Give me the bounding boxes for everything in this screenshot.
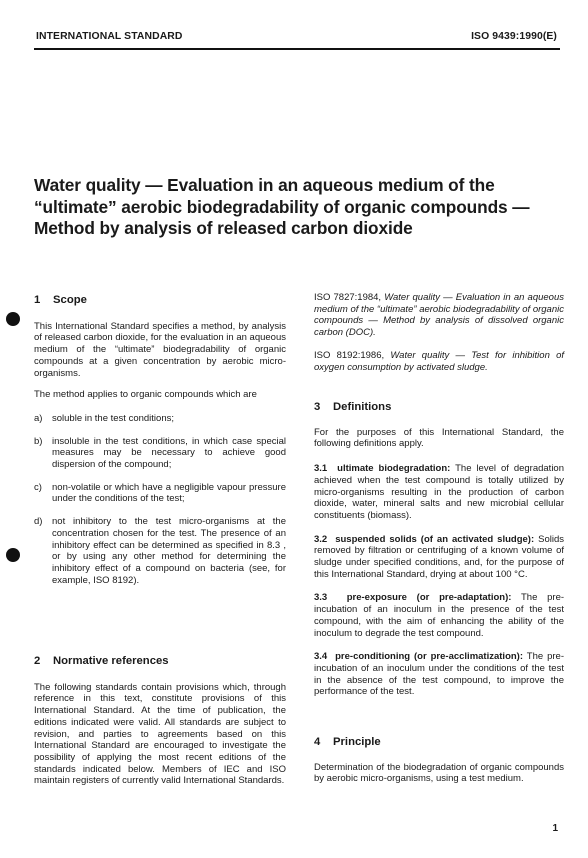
header-rule <box>34 48 560 50</box>
reference-list <box>314 292 564 373</box>
definition-entry: 3.3 pre-exposure (or pre-adaptation): The pre-incubation of an inoculum in the presence of the test compound, with the aim of enhancing the ability of the inoculum to degrade the test compound. <box>314 592 565 639</box>
title-line-1: Water quality — Evaluation in an aqueous medium of the <box>34 175 495 195</box>
margin-bullet-mark <box>6 312 20 326</box>
title-line-3: Method by analysis of released carbon dioxide <box>34 218 413 238</box>
principle-section <box>314 737 564 785</box>
header-document-number: ISO 9439:1990(E) <box>471 31 557 42</box>
definitions-section <box>314 402 564 698</box>
section-heading: 2 Normative references <box>34 655 169 667</box>
paragraph: The following standards contain provisions which, through reference in this text, constitute provisions of this International Standard. At the time of publication, the editions indicated were valid. All standards are subject to revision, and parties to agreements based on this International Standard are encouraged to investigate the possibility of applying the most recent editions of the standards indicated below. Members of IEC and ISO maintain registers of currently valid International Standards. <box>34 681 286 787</box>
margin-bullet-mark <box>6 548 20 562</box>
header-standard-type: INTERNATIONAL STANDARD <box>36 31 183 42</box>
definition-entry: 3.4 pre-conditioning (or pre-acclimatization): The pre-incubation of an inoculum under the conditions of the test in the absence of the test compound, to improve the performance of the test. <box>314 651 564 698</box>
reference-entry: ISO 7827:1984, Water quality — Evaluation in an aqueous medium of the “ultimate” aerobic biodegradability of organic compounds — Method by analysis of dissolved organic carbon (DOC). <box>314 292 564 339</box>
paragraph: Determination of the biodegradation of organic compounds by aerobic micro-organisms, using a test medium. <box>314 761 564 785</box>
paragraph: This International Standard specifies a method, by analysis of released carbon dioxide, for the evaluation in an aqueous medium of the “ultimate” biodegradability of organic compounds at a given concentration by aerobic micro-organisms. <box>34 320 286 379</box>
title-line-2: “ultimate” aerobic biodegradability of organic compounds — <box>34 196 530 217</box>
normative-references-section <box>34 656 286 787</box>
list-item: b) insoluble in the test conditions, in which case special measures may be necessary to achieve good dispersion of the compound; <box>34 435 286 471</box>
paragraph: The method applies to organic compounds which are <box>34 389 257 401</box>
page-number: 1 <box>552 823 558 834</box>
scope-section <box>34 295 286 586</box>
reference-entry: ISO 8192:1986, Water quality — Test for inhibition of oxygen consumption by activated sludge. <box>314 349 565 373</box>
section-heading: 4 Principle <box>314 736 381 748</box>
list-item: a) soluble in the test conditions; <box>34 412 174 424</box>
paragraph: For the purposes of this International Standard, the following definitions apply. <box>314 426 564 450</box>
section-heading: 1 Scope <box>34 294 87 306</box>
definition-entry: 3.1 ultimate biodegradation: The level of degradation achieved when the test compound is totally utilized by micro-organisms resulting in the production of carbon dioxide, water, mineral salts and new microbial cellular constituents (biomass). <box>314 463 565 521</box>
document-title <box>34 175 564 240</box>
section-heading: 3 Definitions <box>314 401 392 413</box>
definition-entry: 3.2 suspended solids (of an activated sludge): Solids removed by filtration or centrifuging of a known volume of sludge under specified conditions, and, for the purpose of this International Standard, drying at about 100 °C. <box>314 533 565 580</box>
list-item: d) not inhibitory to the test micro-organisms at the concentration chosen for the test. The presence of an inhibitory effect can be determined as specified in 8.3 , or by using any other method for determining the inhibitory effect of a compound on bacteria (see, for example, ISO 8192). <box>34 516 286 586</box>
list-item: c) non-volatile or which have a negligible vapour pressure under the conditions of the test; <box>34 481 286 505</box>
